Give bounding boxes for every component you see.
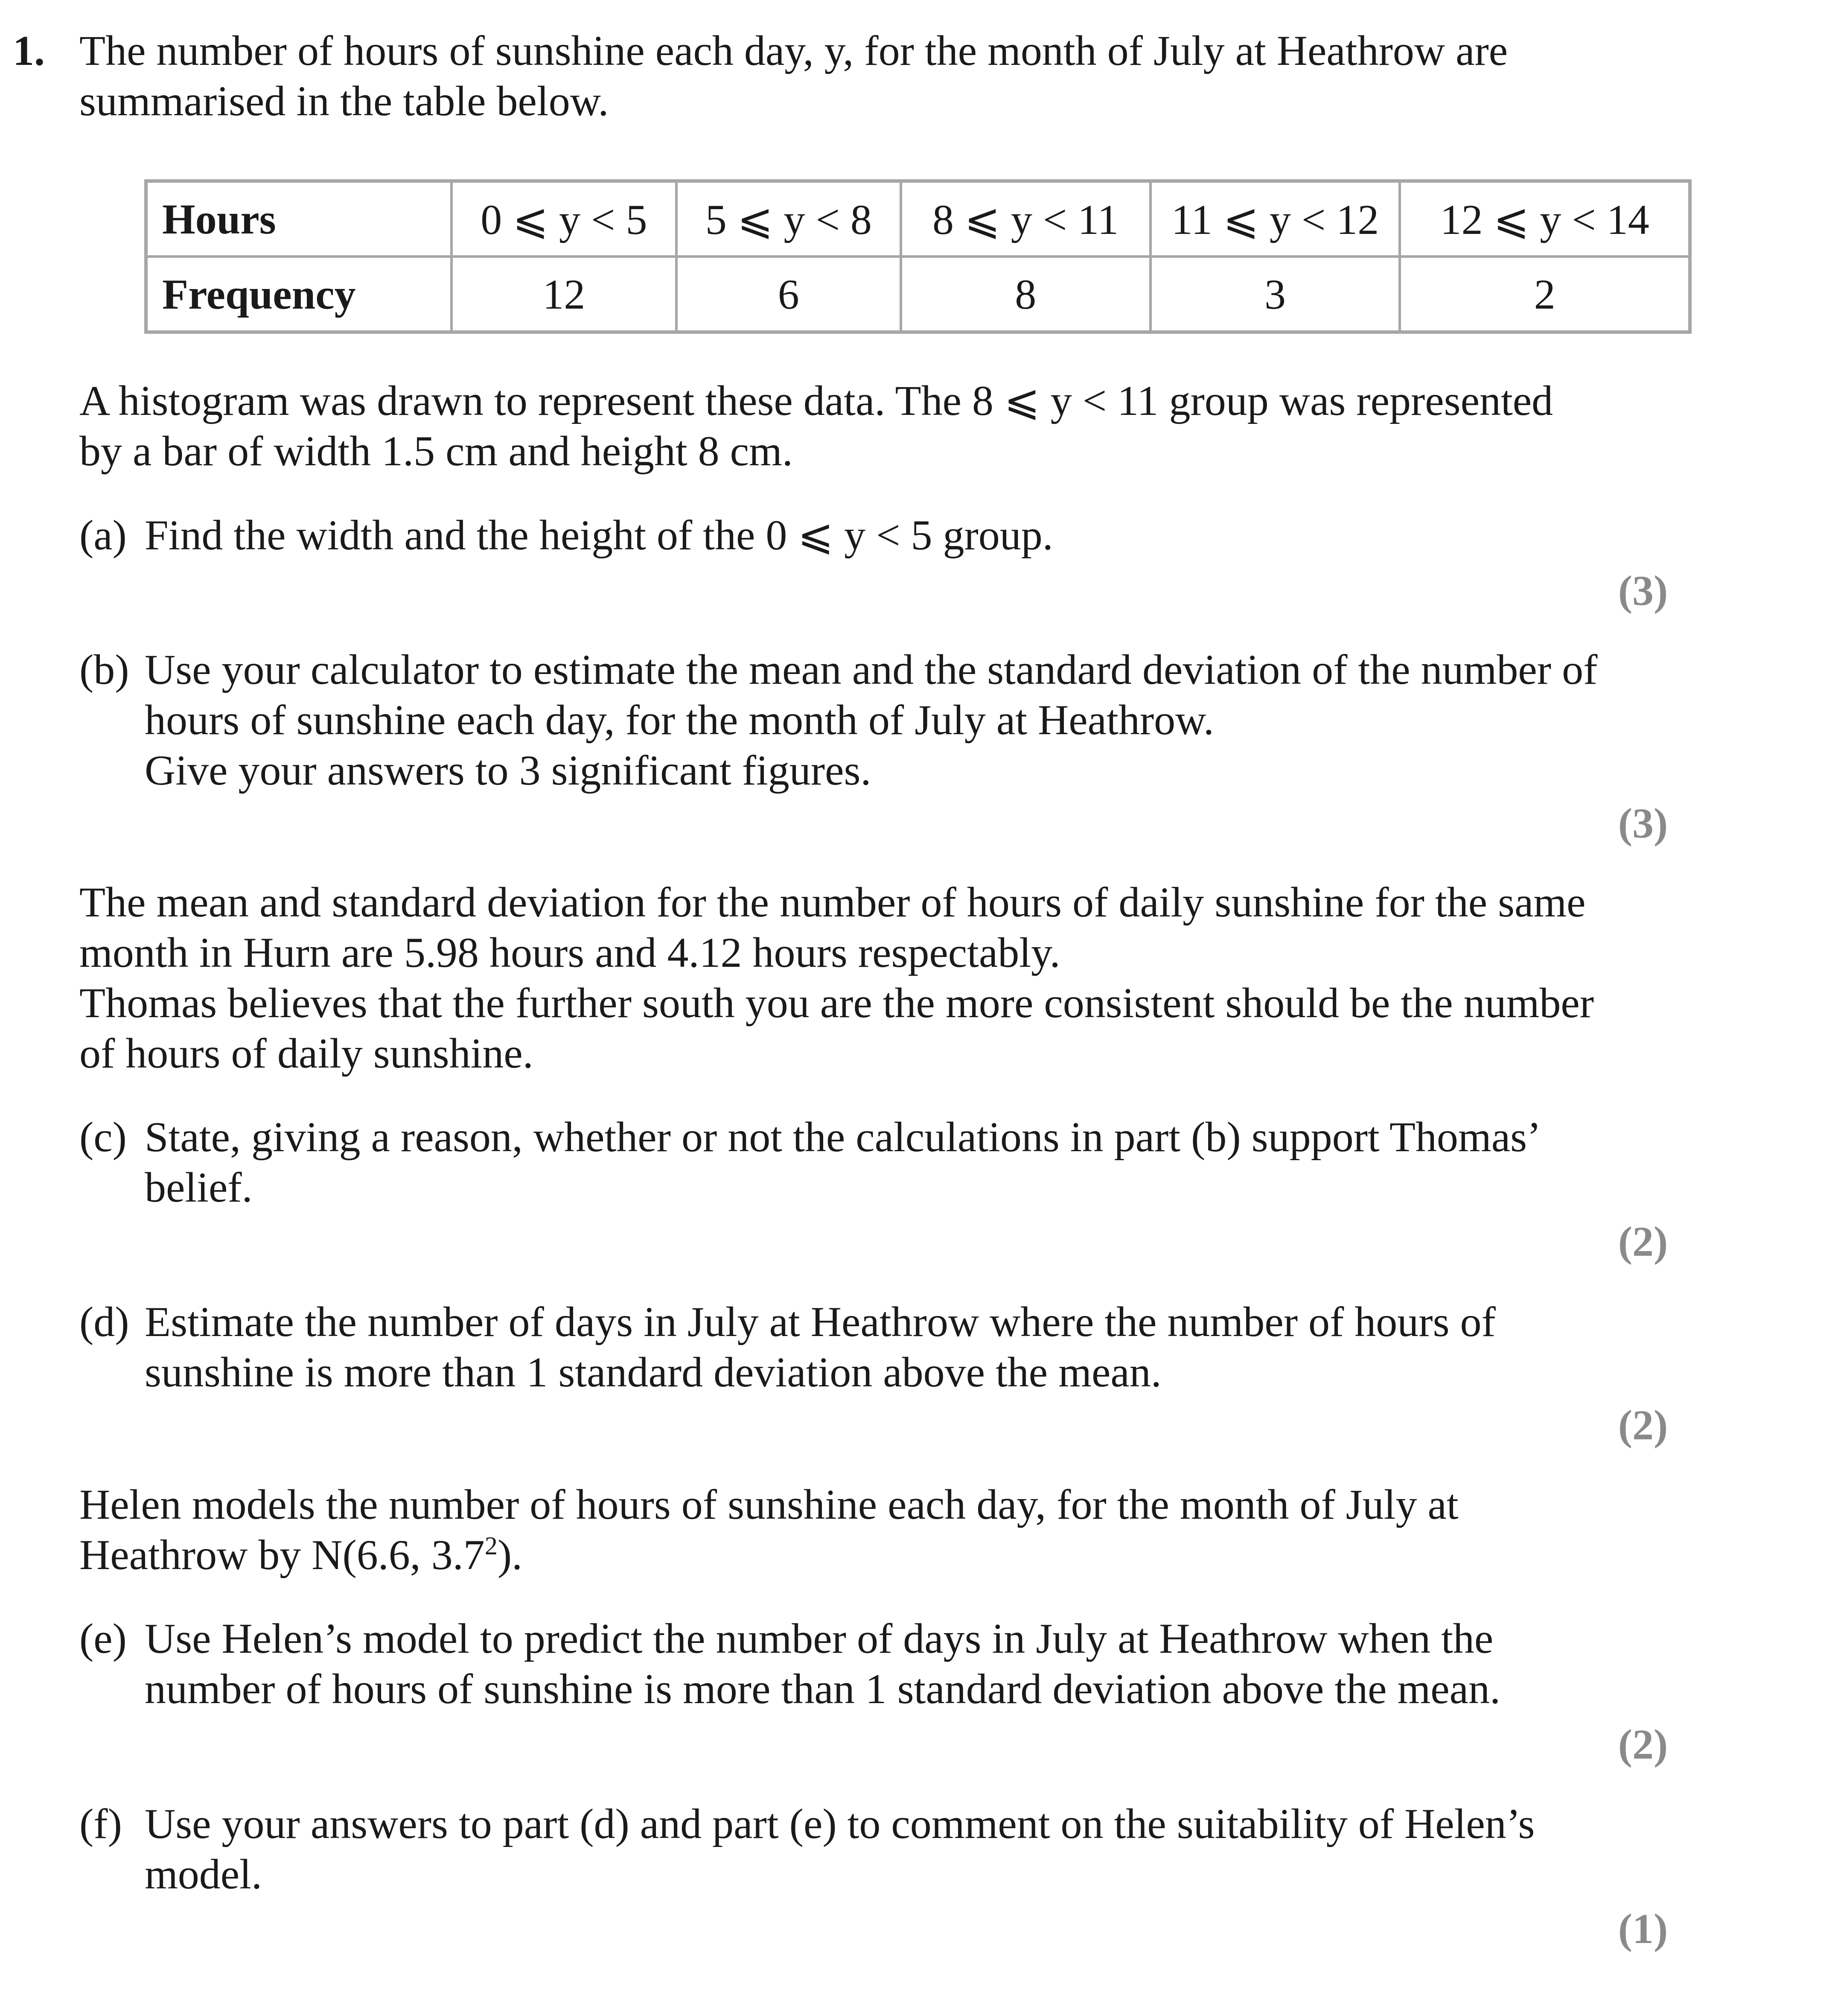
helen-paragraph: [79, 1479, 1692, 1580]
hours-cell: 5 ⩽ y < 8: [676, 181, 901, 257]
frequency-cell: 8: [901, 257, 1151, 332]
question-intro-line-1: The number of hours of sunshine each day, y, for the month of July at Heathrow are: [79, 27, 1508, 74]
histogram-line-1: A histogram was drawn to represent these data. The 8 ⩽ y < 11 group was represented: [79, 377, 1553, 424]
histogram-paragraph: [79, 376, 1692, 476]
part-f-line-1: Use your answers to part (d) and part (e) to comment on the suitability of Helen’s: [145, 1800, 1535, 1847]
hours-cell: 0 ⩽ y < 5: [451, 181, 676, 257]
part-c-text: [145, 1112, 1633, 1213]
part-e-line-2: number of hours of sunshine is more than 1 standard deviation above the mean.: [145, 1665, 1501, 1713]
helen-line-2-prefix: Heathrow by N(6.6, 3.7: [79, 1531, 485, 1578]
histogram-line-2: by a bar of width 1.5 cm and height 8 cm.: [79, 427, 793, 475]
part-b: [79, 645, 1633, 796]
part-f: [79, 1799, 1633, 1899]
hours-cell: 11 ⩽ y < 12: [1151, 181, 1400, 257]
part-d-text: [145, 1297, 1633, 1397]
part-f-marks: (1): [1618, 1905, 1668, 1952]
frequency-cell: 3: [1151, 257, 1400, 332]
part-d-line-2: sunshine is more than 1 standard deviation above the mean.: [145, 1348, 1162, 1396]
question-number: 1.: [13, 27, 45, 74]
part-b-line-1: Use your calculator to estimate the mean and the standard deviation of the number of: [145, 646, 1598, 693]
part-c-label: (c): [79, 1113, 127, 1161]
helen-line-2: [79, 1530, 1692, 1580]
hurn-paragraph: [79, 877, 1692, 1079]
part-e: [79, 1613, 1633, 1714]
part-a-line-1: Find the width and the height of the 0 ⩽ y < 5 group.: [145, 511, 1053, 559]
part-d: [79, 1297, 1633, 1397]
part-a: [79, 510, 1633, 560]
hours-cell: 8 ⩽ y < 11: [901, 181, 1151, 257]
part-d-marks: (2): [1618, 1401, 1668, 1449]
part-e-text: [145, 1613, 1633, 1714]
question-intro-line-2: summarised in the table below.: [79, 77, 609, 125]
part-e-label: (e): [79, 1615, 127, 1662]
part-a-label: (a): [79, 511, 127, 559]
frequency-cell: 6: [676, 257, 901, 332]
hours-row: [146, 181, 1690, 257]
helen-line-1: Helen models the number of hours of sunshine each day, for the month of July at: [79, 1481, 1459, 1528]
part-b-line-3: Give your answers to 3 significant figures.: [145, 747, 871, 794]
hurn-line-4: of hours of daily sunshine.: [79, 1030, 533, 1077]
part-a-text: [145, 510, 1633, 560]
part-e-marks: (2): [1618, 1721, 1668, 1768]
part-f-line-2: model.: [145, 1850, 262, 1898]
frequency-cell: 2: [1400, 257, 1690, 332]
frequency-row-header: Frequency: [146, 257, 451, 332]
hurn-line-1: The mean and standard deviation for the number of hours of daily sunshine for the same: [79, 878, 1586, 926]
part-c-line-1: State, giving a reason, whether or not the calculations in part (b) support Thomas’: [145, 1113, 1541, 1161]
question-intro: [79, 26, 1692, 126]
frequency-cell: 12: [451, 257, 676, 332]
part-e-line-1: Use Helen’s model to predict the number of days in July at Heathrow when the: [145, 1615, 1494, 1662]
part-d-line-1: Estimate the number of days in July at Heathrow where the number of hours of: [145, 1298, 1496, 1345]
part-b-text: [145, 645, 1633, 796]
part-c: [79, 1112, 1633, 1213]
hurn-line-3: Thomas believes that the further south you are the more consistent should be the number: [79, 979, 1594, 1027]
part-c-marks: (2): [1618, 1218, 1668, 1265]
part-c-line-2: belief.: [145, 1164, 253, 1211]
part-a-marks: (3): [1618, 567, 1668, 614]
frequency-table: [144, 179, 1692, 334]
part-f-label: (f): [79, 1800, 122, 1847]
helen-line-2-suffix: ).: [497, 1531, 523, 1578]
part-b-marks: (3): [1618, 799, 1668, 847]
part-b-label: (b): [79, 646, 129, 693]
helen-line-2-superscript: 2: [484, 1532, 498, 1560]
hours-cell: 12 ⩽ y < 14: [1400, 181, 1690, 257]
part-b-line-2: hours of sunshine each day, for the month of July at Heathrow.: [145, 696, 1214, 744]
part-f-text: [145, 1799, 1633, 1899]
hurn-line-2: month in Hurn are 5.98 hours and 4.12 hours respectably.: [79, 929, 1060, 976]
frequency-row: [146, 257, 1690, 332]
hours-row-header: Hours: [146, 181, 451, 257]
part-d-label: (d): [79, 1298, 129, 1345]
